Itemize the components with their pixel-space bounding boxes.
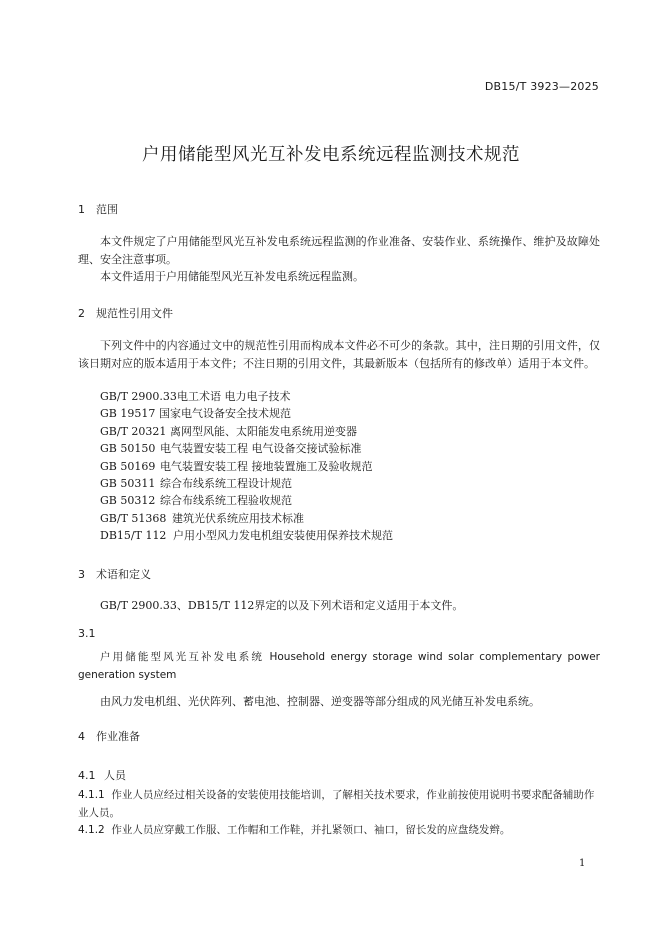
reference-title: 电工术语 电力电子技术	[177, 390, 291, 403]
paragraph: 本文件适用于户用储能型风光互补发电系统远程监测。	[100, 270, 364, 283]
reference-title: 国家电气设备安全技术规范	[159, 407, 291, 421]
document-title: 户用储能型风光互补发电系统远程监测技术规范	[142, 145, 520, 165]
paragraph: GB/T 2900.33、DB15/T 112界定的以及下列术语和定义适用于本文件。	[100, 599, 464, 612]
section-title: 作业准备	[96, 730, 140, 743]
reference-code: GB 50169	[100, 459, 156, 473]
paragraph: 本文件规定了户用储能型风光互补发电系统远程监测的作业准备、安装作业、系统操作、维护及故障处理、安全注意事项。	[78, 235, 600, 266]
section-number: 4	[78, 730, 85, 743]
section-number: 2	[78, 307, 85, 320]
section-number: 3	[78, 568, 85, 581]
reference-item	[100, 440, 393, 457]
term-title: 户用储能型风光互补发电系统 Household energy storage wind solar complementary power generation system	[78, 651, 600, 681]
paragraph: 下列文件中的内容通过文中的规范性引用而构成本文件必不可少的条款。其中，注日期的引用文件，仅该日期对应的版本适用于本文件；不注日期的引用文件，其最新版本（包括所有的修改单）适用于本文件。	[78, 339, 600, 370]
reference-item	[100, 510, 393, 527]
page-number: 1	[579, 858, 586, 869]
clause-text: 作业人员应穿戴工作服、工作帽和工作鞋，并扎紧领口、袖口，留长发的应盘绕发辫。	[111, 824, 511, 836]
clause-4-1-2	[78, 822, 600, 840]
term-number: 3.1	[78, 627, 96, 640]
reference-title: 电气装置安装工程 电气设备交接试验标准	[160, 442, 362, 456]
section-number: 1	[78, 203, 85, 216]
reference-code: DB15/T 112	[100, 529, 167, 543]
section-2-heading	[78, 305, 173, 321]
reference-item	[100, 492, 393, 509]
reference-item	[100, 405, 393, 422]
section-1-heading	[78, 201, 118, 217]
reference-title: 电气装置安装工程 接地装置施工及验收规范	[160, 459, 373, 473]
subsection-4-1-heading	[78, 767, 126, 783]
clause-number: 4.1.2	[78, 824, 105, 836]
reference-code: GB 50311	[100, 477, 156, 491]
reference-title: 户用小型风力发电机组安装使用保养技术规范	[173, 529, 393, 543]
standard-code: DB15/T 3923—2025	[484, 80, 599, 93]
term-definition	[78, 693, 600, 711]
clause-number: 4.1.1	[78, 789, 105, 801]
section-title: 范围	[96, 203, 118, 216]
reference-item	[100, 423, 393, 440]
reference-list	[100, 388, 393, 545]
section-title: 术语和定义	[96, 568, 151, 581]
reference-code: GB/T 2900.33	[100, 390, 177, 403]
section-3-heading	[78, 566, 151, 582]
section-1-body	[78, 233, 600, 286]
reference-item	[100, 475, 393, 492]
reference-code: GB 19517	[100, 407, 156, 421]
reference-item	[100, 527, 393, 544]
section-title: 规范性引用文件	[96, 307, 173, 320]
section-3-intro	[78, 597, 600, 615]
clause-4-1-1	[78, 787, 600, 822]
subsection-number: 4.1	[78, 769, 96, 782]
reference-code: GB 50312	[100, 494, 156, 508]
reference-title: 综合布线系统工程设计规范	[160, 477, 292, 491]
subsection-title: 人员	[104, 769, 126, 782]
section-4-heading	[78, 728, 140, 744]
reference-code: GB/T 20321	[100, 424, 167, 438]
reference-title: 离网型风能、太阳能发电系统用逆变器	[170, 424, 357, 438]
reference-item	[100, 458, 393, 475]
reference-code: GB/T 51368	[100, 511, 167, 525]
reference-code: GB 50150	[100, 442, 156, 456]
section-2-intro	[78, 337, 600, 372]
reference-title: 建筑光伏系统应用技术标准	[172, 511, 304, 525]
reference-title: 综合布线系统工程验收规范	[160, 494, 292, 508]
clause-text: 作业人员应经过相关设备的安装使用技能培训，了解相关技术要求，作业前按使用说明书要求配备辅助作业人员。	[78, 789, 595, 819]
paragraph: 由风力发电机组、光伏阵列、蓄电池、控制器、逆变器等部分组成的风光储互补发电系统。	[100, 695, 540, 708]
reference-item	[100, 388, 393, 405]
